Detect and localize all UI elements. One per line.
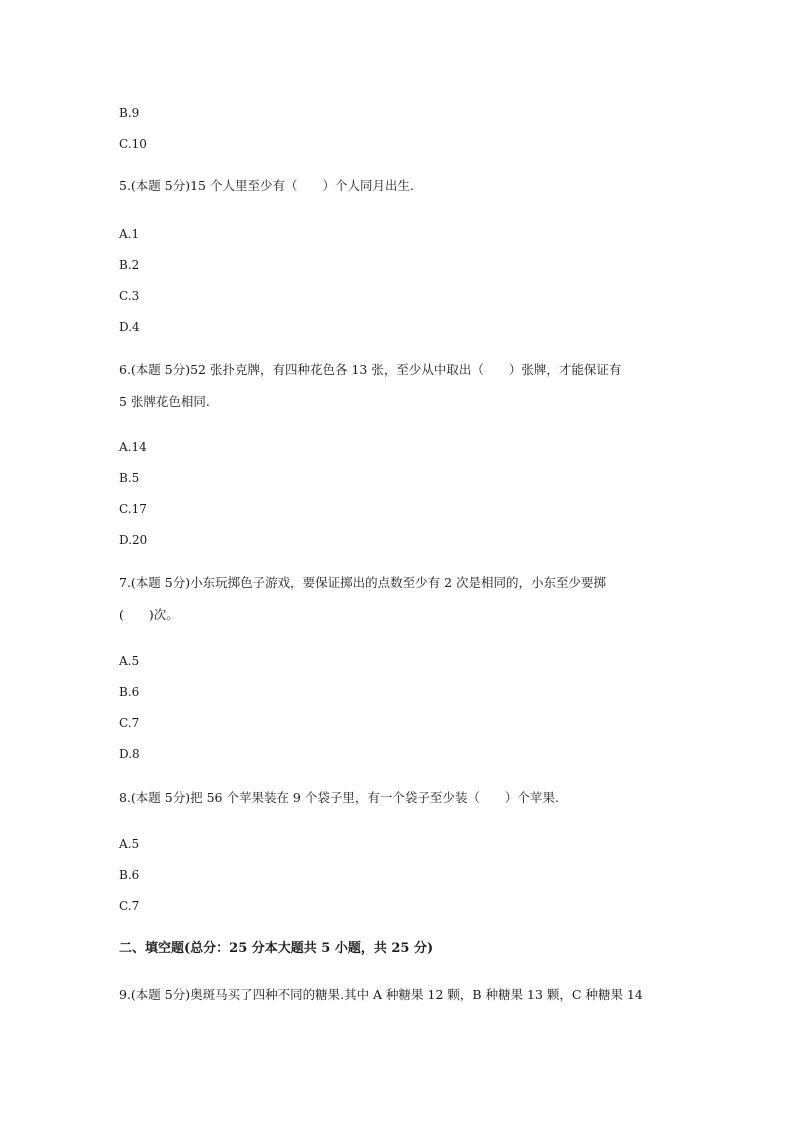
q8-option-c: C.7 [119, 899, 140, 913]
q7-option-c: C.7 [119, 716, 140, 730]
question-5-text: 5.(本题 5分)15 个人里至少有（ ）个人同月出生. [119, 178, 414, 193]
q6-option-c: C.17 [119, 502, 147, 516]
q7-option-d: D.8 [119, 747, 140, 761]
q5-option-c: C.3 [119, 289, 140, 303]
question-7-text: 7.(本题 5分)小东玩掷色子游戏，要保证掷出的点数至少有 2 次是相同的，小东至少要掷 [119, 575, 607, 590]
q6-option-b: B.5 [119, 471, 140, 485]
question-8-text: 8.(本题 5分)把 56 个苹果装在 9 个袋子里，有一个袋子至少装（ ）个苹果. [119, 790, 559, 805]
q5-option-b: B.2 [119, 258, 140, 272]
question-7-text-cont: ( )次。 [119, 607, 179, 622]
q5-option-a: A.1 [119, 227, 140, 241]
q8-option-a: A.5 [119, 837, 140, 851]
q8-option-b: B.6 [119, 868, 140, 882]
question-9-text: 9.(本题 5分)奥斑马买了四种不同的糖果.其中 A 种糖果 12 颗，B 种糖果 13 颗，C 种糖果 14 [119, 987, 643, 1002]
q7-option-b: B.6 [119, 685, 140, 699]
section-heading-fill-in: 二、填空题(总分：25 分本大题共 5 小题，共 25 分) [119, 941, 434, 956]
q5-option-d: D.4 [119, 320, 140, 334]
question-6-text-cont: 5 张牌花色相同. [119, 394, 210, 409]
q4-option-b: B.9 [119, 106, 140, 120]
q4-option-c: C.10 [119, 137, 147, 151]
q6-option-d: D.20 [119, 533, 148, 547]
q7-option-a: A.5 [119, 654, 140, 668]
question-6-text: 6.(本题 5分)52 张扑克牌，有四种花色各 13 张，至少从中取出（ ）张牌，才能保证有 [119, 362, 622, 377]
q6-option-a: A.14 [119, 440, 147, 454]
